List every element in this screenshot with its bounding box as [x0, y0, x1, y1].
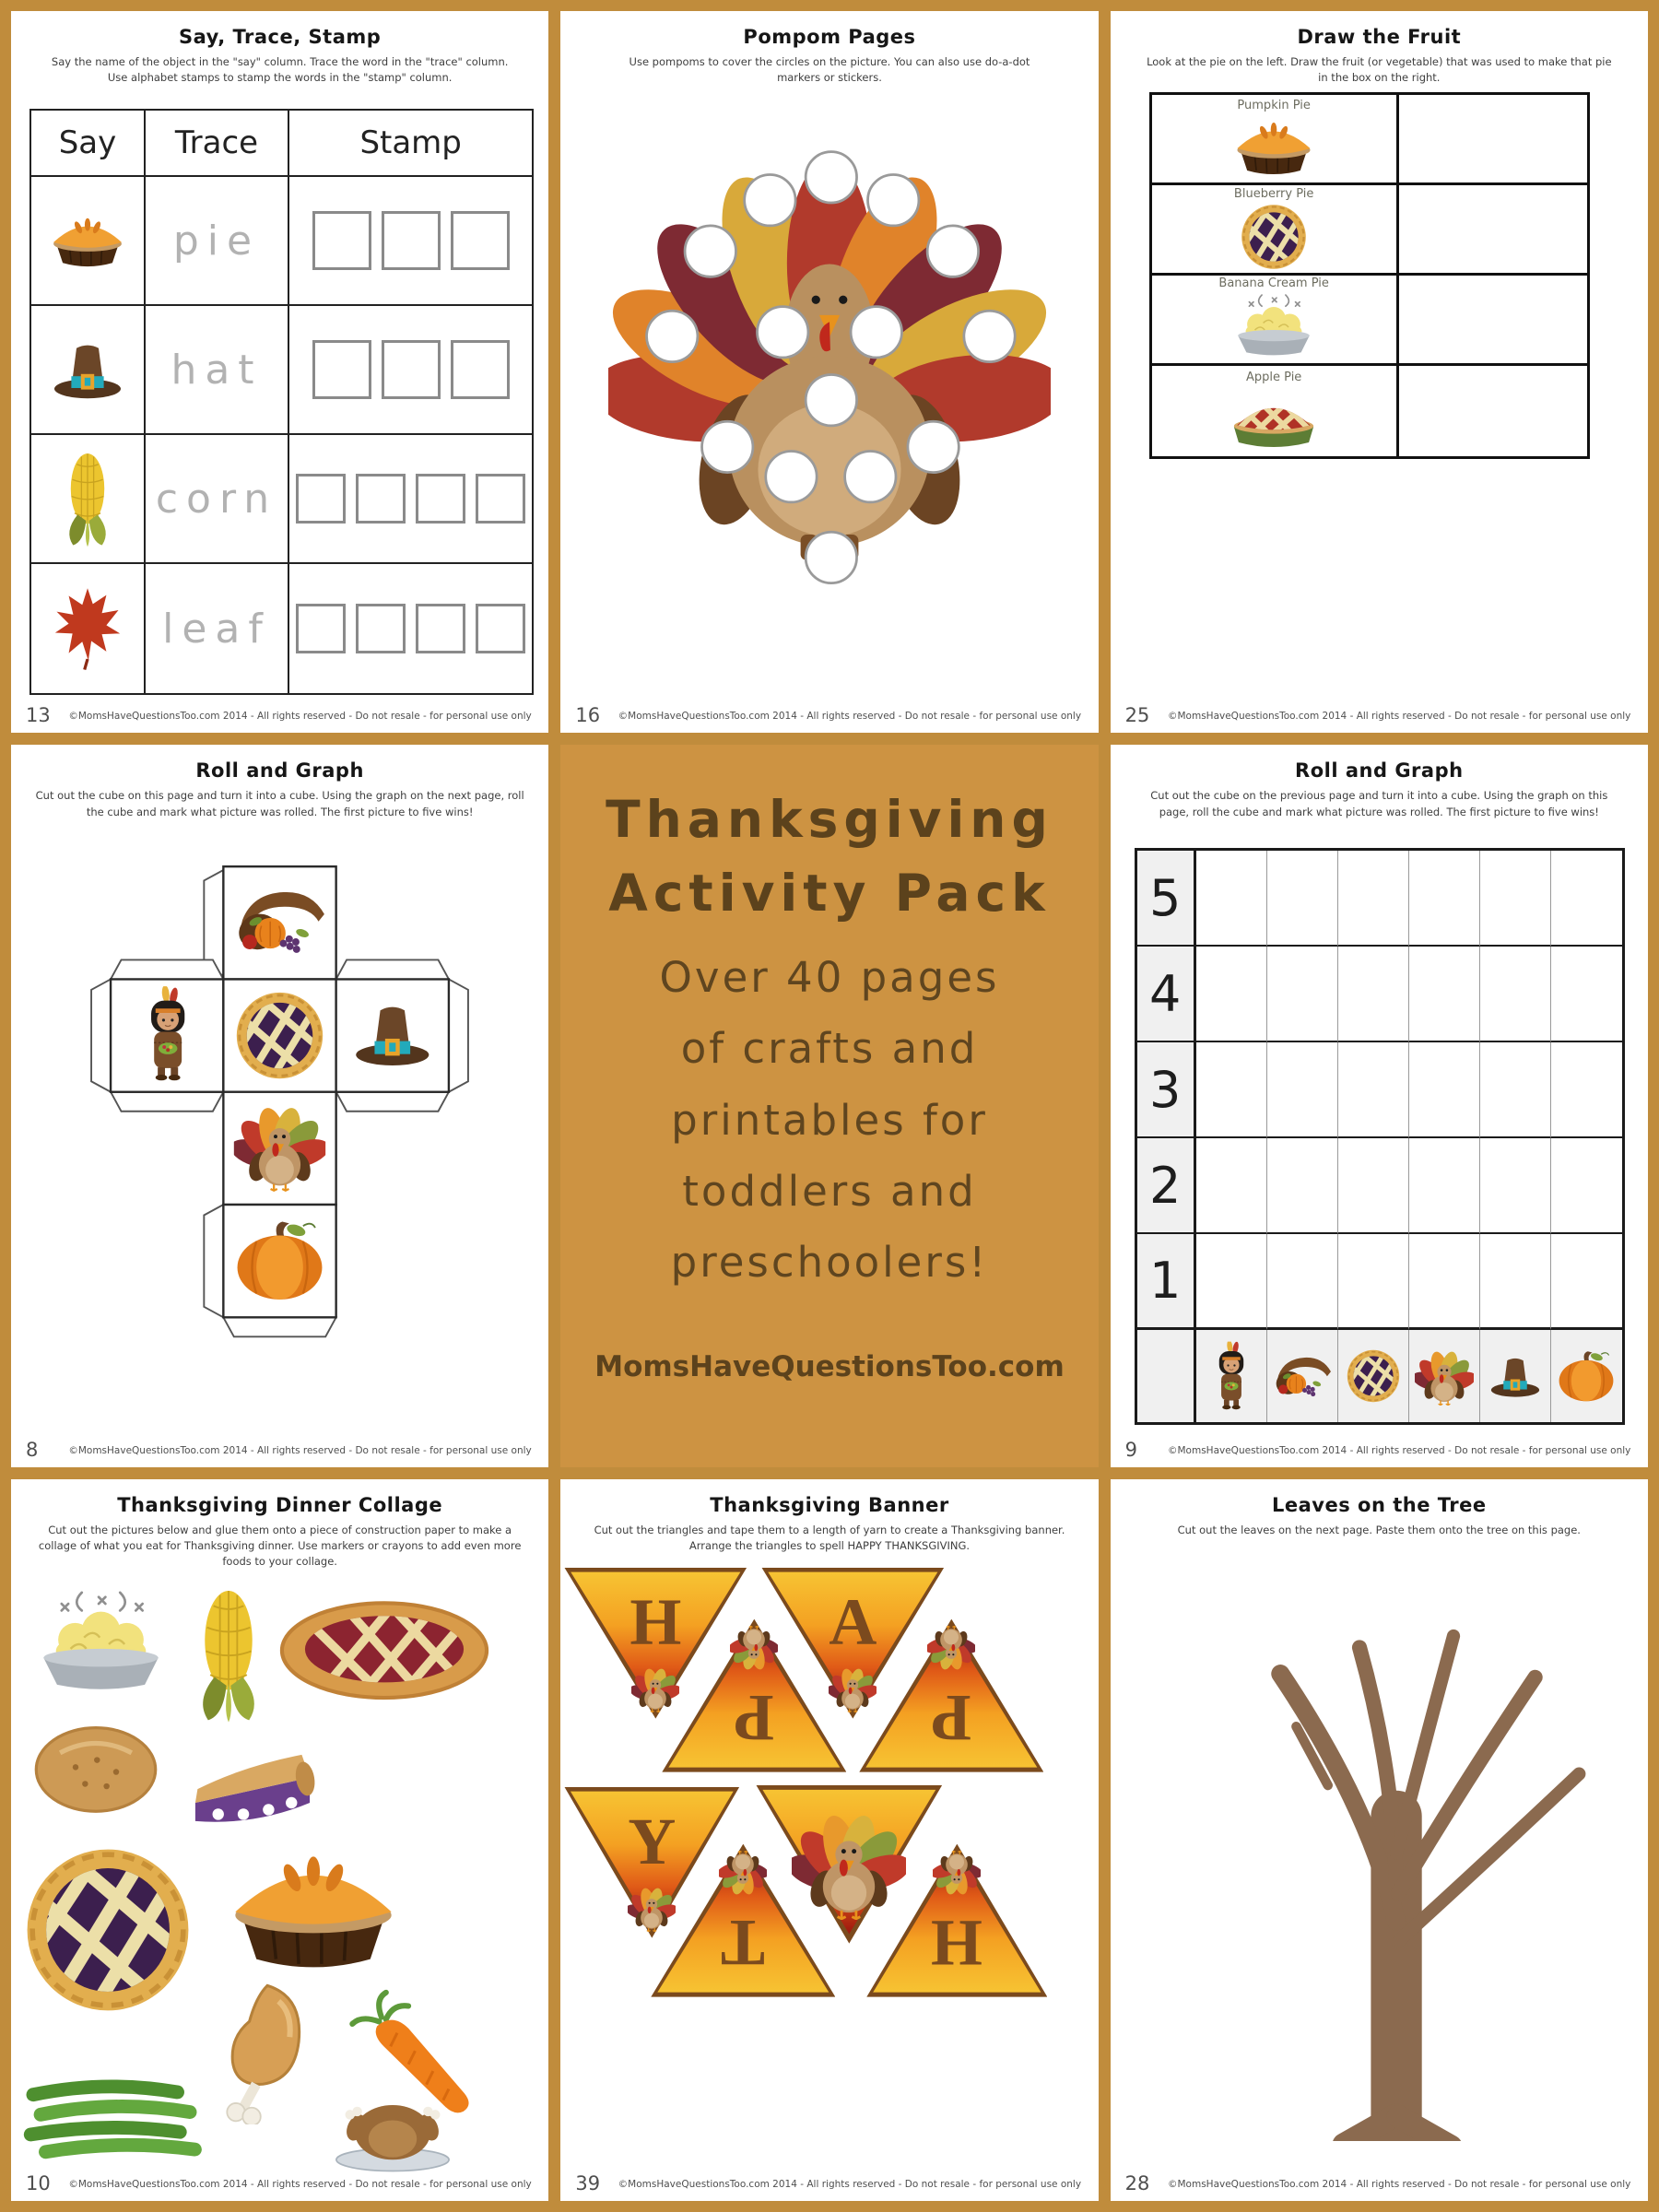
graph-cell	[1551, 1234, 1622, 1330]
copyright-text: ©MomsHaveQuestionsToo.com 2014 - All rights reserved - Do not resale - for personal use only	[68, 2178, 532, 2190]
food-collage	[11, 1588, 548, 2177]
graph-corner-cell	[1137, 1330, 1196, 1422]
trace-word: hat	[171, 346, 263, 394]
website-url: MomsHaveQuestionsToo.com	[594, 1349, 1065, 1383]
page-instructions: Cut out the cube on the previous page and turn it into a cube. Using the graph on this page, roll the cube and mark what picture was rolled. The first picture to five wins!	[1150, 789, 1608, 818]
graph-cell	[1338, 1042, 1409, 1138]
page-footer	[11, 1440, 548, 1464]
graph-row-label: 2	[1137, 1138, 1196, 1234]
graph-cell	[1409, 1138, 1480, 1234]
turkey-icon	[1415, 1347, 1474, 1406]
graph-cell	[1267, 947, 1338, 1042]
graph-cell	[1480, 1138, 1551, 1234]
page-title: Thanksgiving Banner	[710, 1493, 949, 1516]
graph-cell	[1196, 947, 1267, 1042]
page-instructions: Cut out the pictures below and glue them onto a piece of construction paper to make a collage of what you eat for Thanksgiving dinner. Use markers or crayons to add even more foods to your collage.	[38, 1523, 522, 1569]
drawing-box	[1399, 95, 1587, 185]
graph-cell	[1551, 851, 1622, 947]
page-number: 16	[575, 704, 601, 727]
pie-label: Apple Pie	[1246, 370, 1302, 384]
copyright-text: ©MomsHaveQuestionsToo.com 2014 - All rights reserved - Do not resale - for personal use only	[618, 711, 1082, 723]
say-trace-stamp-table	[29, 109, 534, 695]
stamp-boxes	[312, 340, 510, 399]
page-footer	[11, 2173, 548, 2197]
page-number: 25	[1124, 704, 1150, 727]
apple-pie-icon	[203, 1839, 424, 1977]
banner-letter: H	[629, 1584, 682, 1659]
draw-fruit-table	[1149, 92, 1590, 459]
graph-cell	[1267, 1042, 1338, 1138]
banner-letter: T	[721, 1905, 766, 1980]
banner-triangle	[859, 1619, 1043, 1772]
copyright-text: ©MomsHaveQuestionsToo.com 2014 - All rights reserved - Do not resale - for personal use only	[618, 2178, 1082, 2190]
blueberry-pie-icon	[1346, 1348, 1401, 1404]
pie-label: Blueberry Pie	[1233, 187, 1314, 201]
page-thanksgiving-banner	[560, 1479, 1098, 2201]
page-footer	[560, 2173, 1098, 2197]
page-footer	[560, 705, 1098, 729]
graph-cell	[1338, 947, 1409, 1042]
page-title: Pompom Pages	[743, 26, 916, 48]
page-title: Thanksgiving Dinner Collage	[117, 1493, 443, 1516]
graph-cell	[1409, 1234, 1480, 1330]
page-instructions: Cut out the triangles and tape them to a length of yarn to create a Thanksgiving banner. Arrange the triangles to spell HAPPY THANKSGIVING.	[594, 1523, 1065, 1552]
graph-cell	[1196, 851, 1267, 947]
trace-word: corn	[155, 475, 278, 523]
page-footer	[1111, 2173, 1648, 2197]
graph-cell	[1551, 1042, 1622, 1138]
pumpkin-pie-icon	[41, 210, 134, 271]
graph-cell	[1196, 1234, 1267, 1330]
page-footer	[1111, 1440, 1648, 1464]
page-number: 13	[26, 704, 51, 727]
graph-cell	[1338, 1138, 1409, 1234]
page-roll-and-graph-chart	[1111, 745, 1648, 1466]
page-pompom-pages	[560, 11, 1098, 733]
graph-cell	[1267, 851, 1338, 947]
drawing-box	[1399, 185, 1587, 276]
turkey-icon	[719, 1850, 767, 1898]
turkey-icon	[933, 1850, 981, 1898]
page-number: 10	[26, 2171, 51, 2194]
banner-letter: P	[931, 1680, 972, 1755]
page-dinner-collage	[11, 1479, 548, 2201]
promo-panel	[560, 745, 1098, 1466]
green-beans-icon	[15, 2067, 208, 2167]
copyright-text: ©MomsHaveQuestionsToo.com 2014 - All rights reserved - Do not resale - for personal use only	[68, 711, 532, 723]
blueberry-pie-icon	[1240, 203, 1308, 271]
trace-word: leaf	[162, 605, 271, 653]
bread-roll-icon	[28, 1717, 164, 1818]
promo-description: Over 40 pages of crafts and printables for toddlers and preschoolers!	[659, 952, 1000, 1288]
page-draw-the-fruit	[1111, 11, 1648, 733]
blueberry-pie-icon	[22, 1844, 194, 2016]
pilgrim-hat-icon	[51, 336, 124, 403]
stamp-boxes	[312, 211, 510, 270]
page-say-trace-stamp	[11, 11, 548, 733]
graph-cell	[1551, 1138, 1622, 1234]
banana-cream-pie-icon	[1228, 292, 1320, 362]
bare-tree-image	[1130, 1544, 1628, 2141]
page-title: Leaves on the Tree	[1272, 1493, 1487, 1516]
copyright-text: ©MomsHaveQuestionsToo.com 2014 - All rights reserved - Do not resale - for personal use only	[1168, 2178, 1631, 2190]
column-header-say: Say	[31, 111, 146, 177]
column-header-stamp: Stamp	[289, 111, 532, 177]
page-footer	[11, 705, 548, 729]
roll-graph-grid	[1135, 848, 1625, 1425]
banner-triangles	[560, 1479, 1098, 2201]
graph-cell	[1480, 1042, 1551, 1138]
pie-label: Pumpkin Pie	[1237, 99, 1311, 112]
graph-cell	[1409, 851, 1480, 947]
graph-cell	[1409, 1042, 1480, 1138]
page-title: Roll and Graph	[1295, 759, 1464, 782]
page-number: 39	[575, 2171, 601, 2194]
graph-row-label: 1	[1137, 1234, 1196, 1330]
pie-label: Banana Cream Pie	[1218, 276, 1329, 290]
graph-cell	[1480, 1234, 1551, 1330]
graph-cell	[1409, 947, 1480, 1042]
banner-letter: H	[931, 1905, 983, 1980]
apple-pie-icon	[1223, 386, 1324, 453]
graph-cell	[1196, 1042, 1267, 1138]
corn-icon	[61, 449, 114, 548]
pompom-turkey-image	[608, 100, 1051, 616]
page-instructions: Look at the pie on the left. Draw the fruit (or vegetable) that was used to make that pie in the box on the right.	[1147, 55, 1612, 85]
graph-cell	[1267, 1138, 1338, 1234]
page-roll-and-graph-cube	[11, 745, 548, 1466]
cornucopia-icon	[1272, 1353, 1333, 1399]
page-title: Say, Trace, Stamp	[179, 26, 382, 48]
graph-row-label: 3	[1137, 1042, 1196, 1138]
cube-net-image	[33, 828, 526, 1385]
page-instructions: Cut out the cube on this page and turn it into a cube. Using the graph on the next page, roll the cube and mark what picture was rolled. The first picture to five wins!	[35, 789, 524, 818]
graph-cell	[1338, 851, 1409, 947]
turkey-icon	[927, 1625, 975, 1673]
trace-word: pie	[172, 217, 261, 265]
graph-cell	[1338, 1234, 1409, 1330]
pumpkin-icon	[1556, 1349, 1617, 1403]
banner-triangle	[866, 1844, 1047, 1997]
pilgrim-hat-icon	[1488, 1351, 1542, 1401]
stamp-boxes	[296, 474, 525, 524]
drawing-box	[1399, 366, 1587, 456]
pumpkin-pie-icon	[1224, 114, 1324, 179]
leaf-icon	[50, 585, 125, 672]
pie-slice-icon	[175, 1732, 330, 1841]
promo-title: Thanksgiving Activity Pack	[606, 790, 1053, 924]
column-header-trace: Trace	[146, 111, 289, 177]
graph-cell	[1267, 1234, 1338, 1330]
page-instructions: Use pompoms to cover the circles on the picture. You can also use do-a-dot markers or stickers.	[629, 55, 1030, 85]
cherry-pie-icon	[271, 1595, 498, 1704]
drawing-box	[1399, 276, 1587, 366]
copyright-text: ©MomsHaveQuestionsToo.com 2014 - All rights reserved - Do not resale - for personal use only	[68, 1444, 532, 1456]
corn-icon	[191, 1584, 266, 1724]
page-instructions: Cut out the leaves on the next page. Paste them onto the tree on this page.	[1177, 1523, 1581, 1536]
graph-cell	[1480, 851, 1551, 947]
page-leaves-on-tree	[1111, 1479, 1648, 2201]
banner-letter: P	[734, 1680, 775, 1755]
graph-cell	[1551, 947, 1622, 1042]
page-title: Roll and Graph	[195, 759, 364, 782]
page-instructions: Say the name of the object in the "say" column. Trace the word in the "trace" column. Use alphabet stamps to stamp the words in the "stamp" column.	[51, 55, 509, 85]
native-child-icon	[1210, 1341, 1253, 1411]
graph-row-label: 4	[1137, 947, 1196, 1042]
roast-turkey-icon	[278, 2086, 507, 2174]
banner-triangle	[651, 1844, 835, 1997]
page-number: 28	[1124, 2171, 1150, 2194]
banner-letter: A	[829, 1584, 877, 1659]
page-number: 8	[26, 1438, 39, 1461]
copyright-text: ©MomsHaveQuestionsToo.com 2014 - All rights reserved - Do not resale - for personal use only	[1168, 1444, 1631, 1456]
graph-cell	[1196, 1138, 1267, 1234]
graph-row-label: 5	[1137, 851, 1196, 947]
mashed-potatoes-icon	[20, 1588, 182, 1700]
page-number: 9	[1124, 1438, 1138, 1461]
banner-letter: Y	[628, 1804, 677, 1878]
page-title: Draw the Fruit	[1297, 26, 1462, 48]
page-footer	[1111, 705, 1648, 729]
graph-cell	[1480, 947, 1551, 1042]
stamp-boxes	[296, 604, 525, 653]
copyright-text: ©MomsHaveQuestionsToo.com 2014 - All rights reserved - Do not resale - for personal use only	[1168, 711, 1631, 723]
